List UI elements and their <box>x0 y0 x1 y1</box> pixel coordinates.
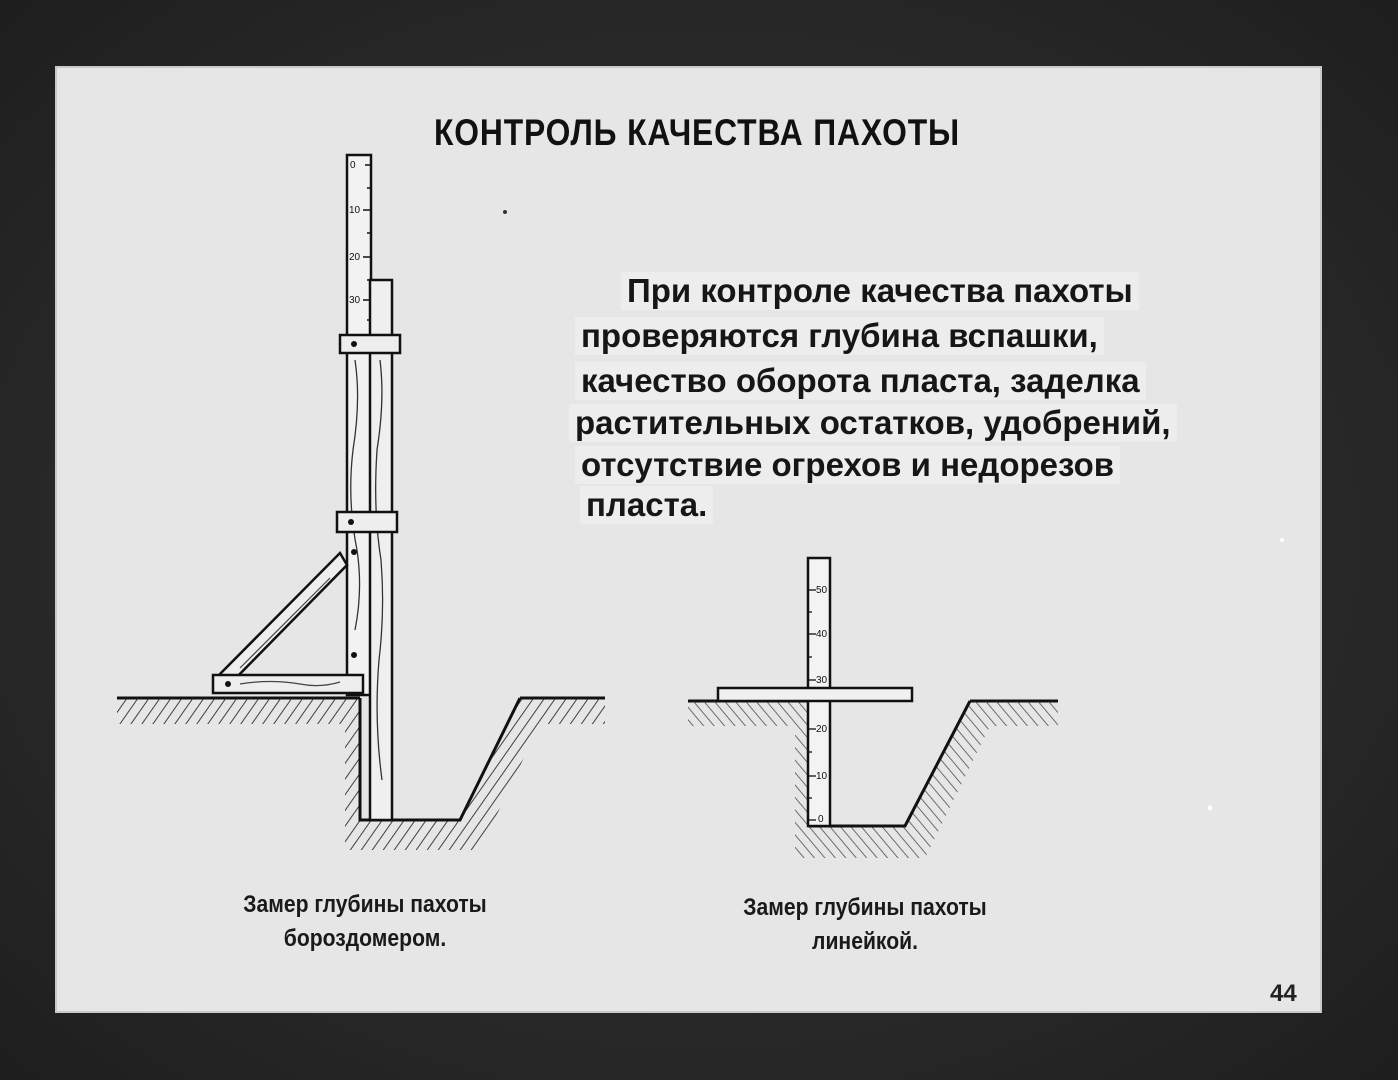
paragraph-line: отсутствие огрехов и недорезов <box>575 446 1120 484</box>
paragraph-line: пласта. <box>580 486 713 524</box>
caption-line: линейкой. <box>812 928 918 955</box>
scale-tick-label: 10 <box>816 771 828 782</box>
paragraph-line: проверяются глубина вспашки, <box>575 317 1104 355</box>
caption-line: Замер глубины пахоты <box>243 891 487 918</box>
caption-line: бороздомером. <box>283 925 447 952</box>
caption-line: Замер глубины пахоты <box>743 894 987 921</box>
soil-hatching <box>795 701 1058 858</box>
soil-hatching <box>688 701 810 826</box>
soil-hatching <box>117 698 360 820</box>
paragraph-line: При контроле качества пахоты <box>621 272 1139 310</box>
ruler-figure <box>688 558 1058 858</box>
scale-tick-label: 20 <box>349 252 361 263</box>
paragraph-line: растительных остатков, удобрений, <box>569 404 1177 442</box>
scale-tick-label: 20 <box>816 724 828 735</box>
scale-tick-label: 30 <box>816 675 828 686</box>
scale-tick-label: 40 <box>816 629 828 640</box>
page-number: 44 <box>1270 980 1297 1007</box>
scale-tick-label: 30 <box>349 295 361 306</box>
scale-tick-label: 0 <box>350 160 356 171</box>
paragraph-line: качество оборота пласта, заделка <box>575 362 1146 400</box>
slide-title: КОНТРОЛЬ КАЧЕСТВА ПАХОТЫ <box>433 112 961 153</box>
scale-tick-label: 50 <box>816 585 828 596</box>
scale-tick-label: 0 <box>818 814 824 825</box>
scale-tick-label: 10 <box>349 205 361 216</box>
furrow-gauge-figure <box>117 155 605 850</box>
